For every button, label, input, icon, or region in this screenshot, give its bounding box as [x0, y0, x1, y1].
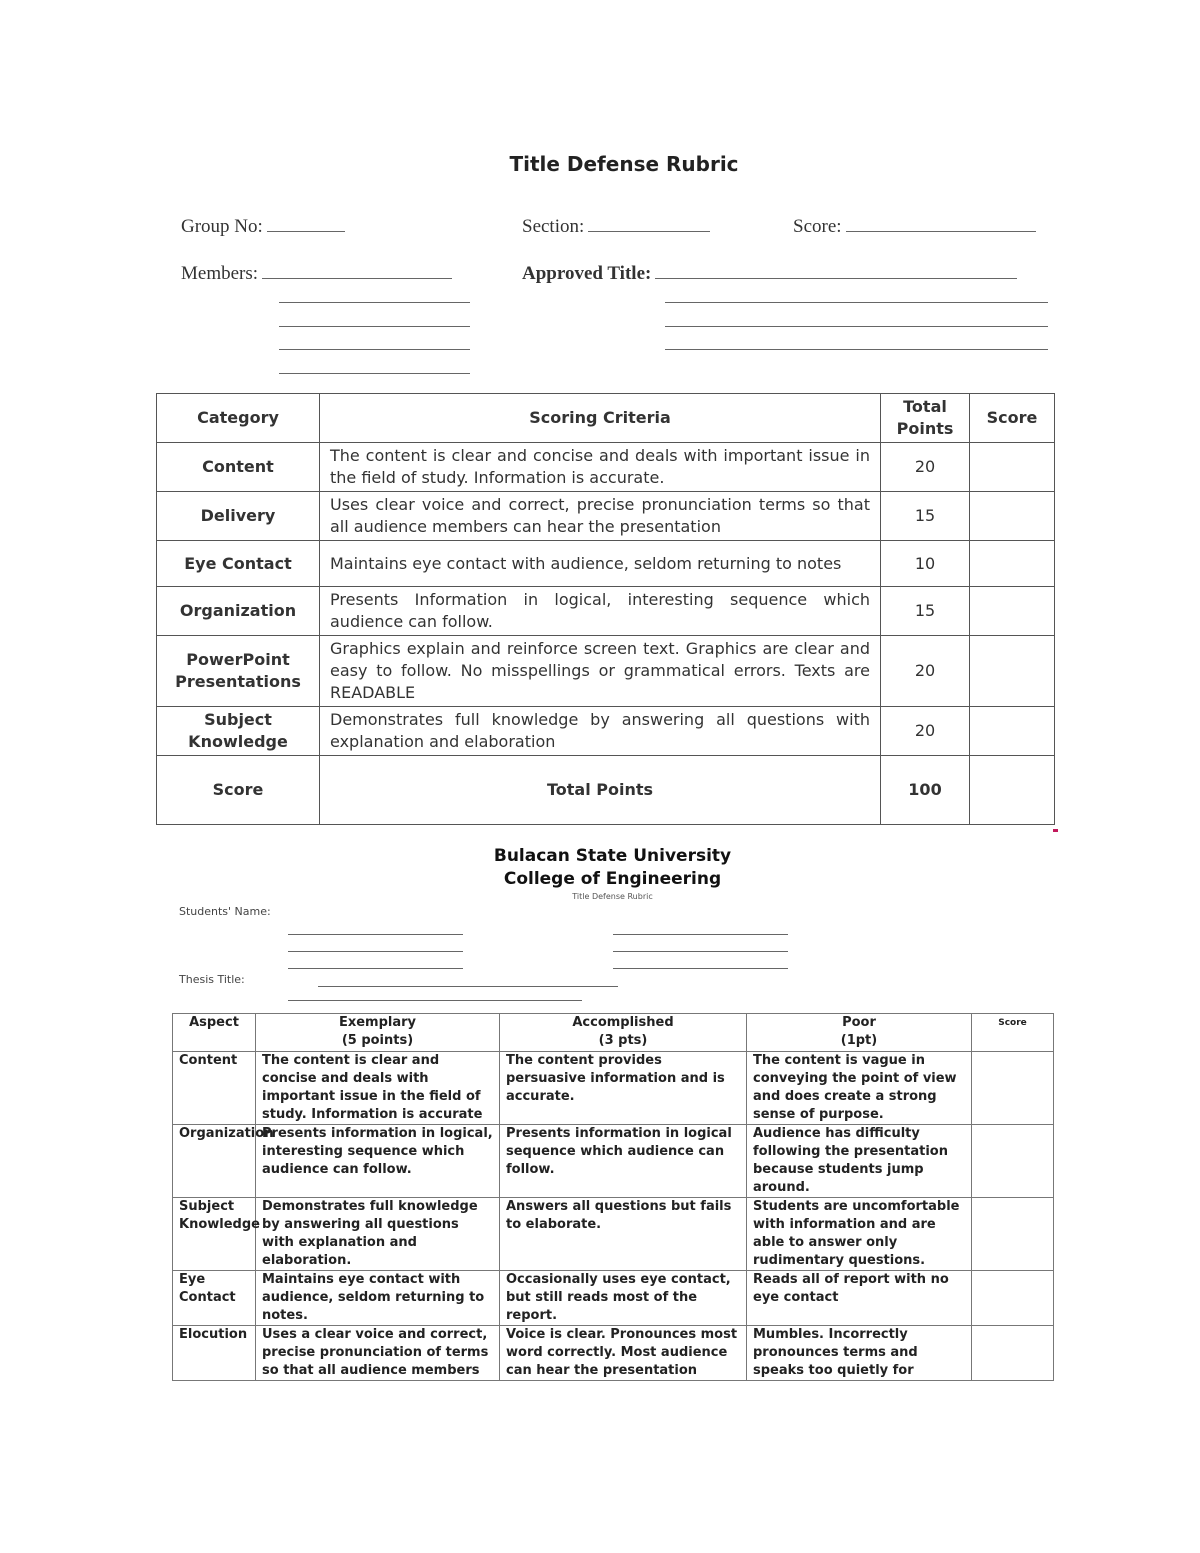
exemplary-cell: The content is clear and concise and deals with important issue in the field of study. Information is accurate: [256, 1052, 500, 1125]
approved-title-blank-3: [665, 326, 1048, 327]
rubric-subtitle: Title Defense Rubric: [572, 892, 653, 901]
aspect-cell: Subject Knowledge: [173, 1198, 256, 1271]
footer-score-cell[interactable]: [970, 756, 1055, 825]
category-cell: Subject Knowledge: [157, 707, 320, 756]
aspect-cell: Content: [173, 1052, 256, 1125]
category-cell: Organization: [157, 587, 320, 636]
header-exemplary: [256, 1014, 500, 1052]
table-footer-row: [157, 756, 1055, 825]
approved-title-blank-2: [665, 302, 1048, 303]
table-row: [157, 443, 1055, 492]
header-poor-label: Poor: [842, 1015, 876, 1030]
criteria-cell: The content is clear and concise and deals with important issue in the field of study. Information is accurate.: [320, 443, 881, 492]
scoring-table: [156, 393, 1055, 825]
section-field: [522, 215, 710, 238]
approved-title-field: [522, 262, 1017, 285]
criteria-cell: Maintains eye contact with audience, seldom returning to notes: [320, 541, 881, 587]
table-row: [173, 1125, 1054, 1198]
header-poor: [747, 1014, 972, 1052]
header-accomplished-points: (3 pts): [598, 1033, 648, 1048]
score-cell[interactable]: [970, 587, 1055, 636]
score-blank: [846, 215, 1036, 232]
points-cell: 20: [881, 443, 970, 492]
section-blank: [588, 215, 710, 232]
page-title: Title Defense Rubric: [509, 152, 739, 176]
footer-total-points-label: Total Points: [320, 756, 881, 825]
score-cell[interactable]: [972, 1125, 1054, 1198]
approved-title-blank-1: [655, 262, 1017, 279]
college-name: College of Engineering: [503, 869, 722, 889]
criteria-cell: Presents Information in logical, interesting sequence which audience can follow.: [320, 587, 881, 636]
points-cell: 20: [881, 707, 970, 756]
score-cell[interactable]: [972, 1326, 1054, 1381]
points-cell: 20: [881, 636, 970, 707]
criteria-cell: Demonstrates full knowledge by answering all questions with explanation and elaboration: [320, 707, 881, 756]
members-blank-5: [279, 373, 470, 374]
poor-cell: Audience has difficulty following the presentation because students jump around.: [747, 1125, 972, 1198]
group-no-field: [181, 215, 345, 238]
table-row: [157, 541, 1055, 587]
university-name: Bulacan State University: [493, 846, 732, 866]
table-row: [173, 1271, 1054, 1326]
thesis-title-blank: [318, 986, 618, 987]
accomplished-cell: Voice is clear. Pronounces most word correctly. Most audience can hear the presentation: [500, 1326, 747, 1381]
score-cell[interactable]: [970, 707, 1055, 756]
header-total-points: Total Points: [881, 394, 970, 443]
category-cell: Eye Contact: [157, 541, 320, 587]
score-cell[interactable]: [972, 1052, 1054, 1125]
points-cell: 15: [881, 587, 970, 636]
score-cell[interactable]: [972, 1198, 1054, 1271]
student-name-blank: [613, 968, 788, 969]
student-name-blank: [288, 968, 463, 969]
score-label: Score:: [793, 216, 842, 237]
student-name-blank: [613, 934, 788, 935]
poor-cell: Students are uncomfortable with information and are able to answer only rudimentary questions.: [747, 1198, 972, 1271]
exemplary-cell: Maintains eye contact with audience, seldom returning to notes.: [256, 1271, 500, 1326]
table-header-row: [173, 1014, 1054, 1052]
table-row: [157, 587, 1055, 636]
header-category: Category: [157, 394, 320, 443]
header-score: Score: [970, 394, 1055, 443]
accomplished-cell: The content provides persuasive information and is accurate.: [500, 1052, 747, 1125]
category-cell: PowerPoint Presentations: [157, 636, 320, 707]
members-blank-4: [279, 349, 470, 350]
student-name-blank: [613, 951, 788, 952]
header-accomplished: [500, 1014, 747, 1052]
poor-cell: Mumbles. Incorrectly pronounces terms and speaks too quietly for: [747, 1326, 972, 1381]
table-header-row: [157, 394, 1055, 443]
poor-cell: Reads all of report with no eye contact: [747, 1271, 972, 1326]
score-cell[interactable]: [972, 1271, 1054, 1326]
header-poor-points: (1pt): [840, 1033, 878, 1048]
accomplished-cell: Answers all questions but fails to elaborate.: [500, 1198, 747, 1271]
thesis-title-label: Thesis Title:: [179, 973, 245, 986]
score-cell[interactable]: [970, 492, 1055, 541]
header-criteria: Scoring Criteria: [320, 394, 881, 443]
members-field: [181, 262, 452, 285]
poor-cell: The content is vague in conveying the point of view and does create a strong sense of purpose.: [747, 1052, 972, 1125]
table-row: [173, 1326, 1054, 1381]
aspect-cell: Eye Contact: [173, 1271, 256, 1326]
group-no-blank: [267, 215, 345, 232]
section-label: Section:: [522, 216, 585, 237]
criteria-cell: Graphics explain and reinforce screen text. Graphics are clear and easy to follow. No misspellings or grammatical errors. Texts are READABLE: [320, 636, 881, 707]
aspect-cell: Organization: [173, 1125, 256, 1198]
score-cell[interactable]: [970, 443, 1055, 492]
footer-total-points-value: 100: [881, 756, 970, 825]
table-row: [157, 636, 1055, 707]
header-aspect: Aspect: [173, 1014, 256, 1052]
members-blank-1: [262, 262, 452, 279]
members-blank-3: [279, 326, 470, 327]
header-exemplary-label: Exemplary: [338, 1015, 417, 1030]
exemplary-cell: Uses a clear voice and correct, precise pronunciation of terms so that all audience members: [256, 1326, 500, 1381]
thesis-title-blank: [288, 1000, 582, 1001]
accomplished-cell: Occasionally uses eye contact, but still reads most of the report.: [500, 1271, 747, 1326]
exemplary-cell: Presents information in logical, interesting sequence which audience can follow.: [256, 1125, 500, 1198]
score-field: [793, 215, 1036, 238]
group-no-label: Group No:: [181, 216, 263, 237]
members-blank-2: [279, 302, 470, 303]
students-name-label: Students' Name:: [179, 905, 271, 918]
header-exemplary-points: (5 points): [341, 1033, 414, 1048]
stray-mark: [1053, 829, 1058, 832]
table-row: [157, 492, 1055, 541]
members-label: Members:: [181, 263, 259, 284]
points-cell: 10: [881, 541, 970, 587]
points-cell: 15: [881, 492, 970, 541]
category-cell: Delivery: [157, 492, 320, 541]
student-name-blank: [288, 934, 463, 935]
aspect-cell: Elocution: [173, 1326, 256, 1381]
score-cell[interactable]: [970, 541, 1055, 587]
category-cell: Content: [157, 443, 320, 492]
approved-title-blank-4: [665, 349, 1048, 350]
exemplary-cell: Demonstrates full knowledge by answering all questions with explanation and elaboration.: [256, 1198, 500, 1271]
header-accomplished-label: Accomplished: [572, 1015, 674, 1030]
header-score: Score: [972, 1014, 1054, 1052]
table-row: [173, 1198, 1054, 1271]
accomplished-cell: Presents information in logical sequence which audience can follow.: [500, 1125, 747, 1198]
criteria-cell: Uses clear voice and correct, precise pronunciation terms so that all audience members can hear the presentation: [320, 492, 881, 541]
table-row: [173, 1052, 1054, 1125]
student-name-blank: [288, 951, 463, 952]
detailed-rubric-table: [172, 1013, 1054, 1381]
table-row: [157, 707, 1055, 756]
score-cell[interactable]: [970, 636, 1055, 707]
footer-score-label: Score: [157, 756, 320, 825]
approved-title-label: Approved Title:: [522, 263, 652, 284]
